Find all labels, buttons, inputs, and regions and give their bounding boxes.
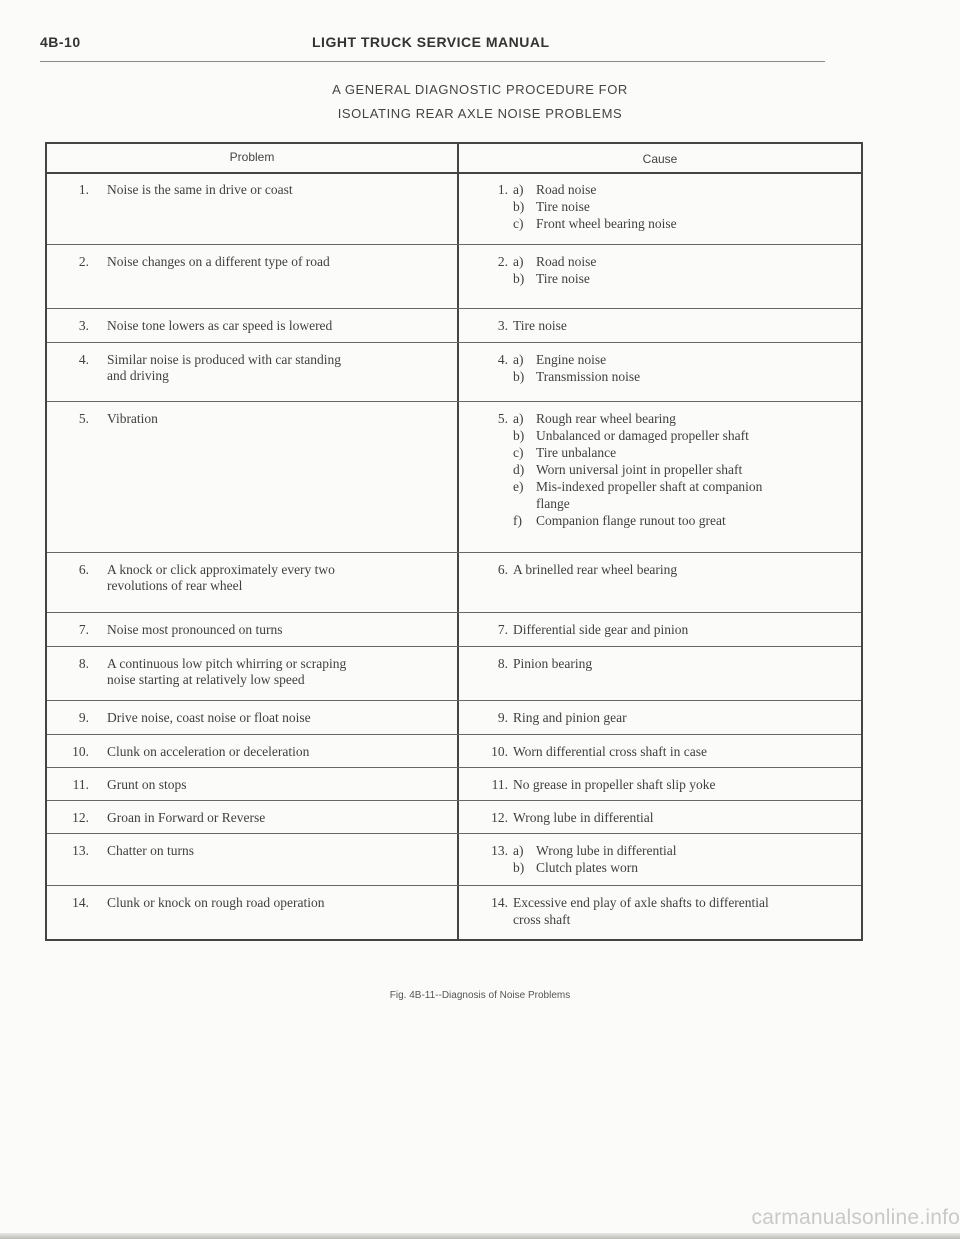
cause-letter: c) xyxy=(513,216,524,231)
cause-number: 8. xyxy=(497,656,508,671)
cause-line xyxy=(459,462,861,479)
cause-letter: b) xyxy=(513,369,525,384)
page-header xyxy=(40,32,820,58)
table-row xyxy=(47,342,861,402)
cause-line xyxy=(459,254,861,271)
cause-letter: b) xyxy=(513,428,525,443)
cause-letter: f) xyxy=(513,513,522,528)
problem-text: Similar noise is produced with car standing xyxy=(107,352,341,367)
problem-number: 9. xyxy=(78,710,89,725)
table-row xyxy=(47,244,861,309)
cause-number: 13. xyxy=(491,843,508,858)
problem-number: 1. xyxy=(78,182,89,197)
problem-text: Noise most pronounced on turns xyxy=(107,622,283,637)
problem-text: A continuous low pitch whirring or scraping xyxy=(107,656,347,671)
table-row xyxy=(47,700,861,735)
cause-number: 12. xyxy=(491,810,508,825)
cause-letter: b) xyxy=(513,860,525,875)
table-header xyxy=(47,144,861,174)
problem-text: revolutions of rear wheel xyxy=(107,578,243,593)
cause-text: cross shaft xyxy=(513,912,571,927)
cause-text: No grease in propeller shaft slip yoke xyxy=(513,777,716,792)
table-row xyxy=(47,734,861,768)
cause-text: Clutch plates worn xyxy=(536,860,638,875)
table-row xyxy=(47,800,861,834)
cause-text: Road noise xyxy=(536,254,597,269)
cause-text: Unbalanced or damaged propeller shaft xyxy=(536,428,749,443)
table-row xyxy=(47,552,861,613)
cause-text: Mis-indexed propeller shaft at companion xyxy=(536,479,763,494)
problem-text: Clunk or knock on rough road operation xyxy=(107,895,325,910)
cause-line xyxy=(459,895,861,912)
cause-number: 2. xyxy=(497,254,508,269)
problem-text: noise starting at relatively low speed xyxy=(107,672,305,687)
problem-number: 11. xyxy=(72,777,89,792)
cause-text: Wrong lube in differential xyxy=(513,810,654,825)
heading-line-2: ISOLATING REAR AXLE NOISE PROBLEMS xyxy=(337,106,623,121)
cause-letter: b) xyxy=(513,271,525,286)
problem-number: 4. xyxy=(78,352,89,367)
cause-line xyxy=(459,271,861,288)
problem-text: Grunt on stops xyxy=(107,777,187,792)
cause-text: Ring and pinion gear xyxy=(513,710,627,725)
table-row xyxy=(47,885,861,941)
problem-text: Noise is the same in drive or coast xyxy=(107,182,293,197)
cause-letter: c) xyxy=(513,445,524,460)
table-row xyxy=(47,833,861,886)
cause-number: 6. xyxy=(497,562,508,577)
problem-text: Chatter on turns xyxy=(107,843,194,858)
cause-text: Worn differential cross shaft in case xyxy=(513,744,707,759)
cause-letter: b) xyxy=(513,199,525,214)
figure-caption: Fig. 4B-11--Diagnosis of Noise Problems xyxy=(389,990,571,1001)
cause-line xyxy=(459,445,861,462)
problem-column-header: Problem xyxy=(229,150,275,164)
problem-number: 7. xyxy=(78,622,89,637)
cause-number: 5. xyxy=(497,411,508,426)
cause-number: 10. xyxy=(491,744,508,759)
cause-line xyxy=(459,513,861,530)
cause-number: 3. xyxy=(497,318,508,333)
table-row xyxy=(47,767,861,801)
watermark: carmanualsonline.info xyxy=(751,1206,960,1229)
table-row xyxy=(47,612,861,647)
cause-text: A brinelled rear wheel bearing xyxy=(513,562,678,577)
cause-line xyxy=(459,656,861,673)
cause-letter: a) xyxy=(513,843,524,858)
cause-line xyxy=(459,810,861,827)
problem-number: 14. xyxy=(72,895,89,910)
diagnosis-table xyxy=(45,142,863,941)
cause-line xyxy=(459,428,861,445)
page-number: 4B-10 xyxy=(40,34,81,50)
cause-letter: d) xyxy=(513,462,525,477)
cause-text: Road noise xyxy=(536,182,597,197)
table-row xyxy=(47,308,861,343)
cause-text: Engine noise xyxy=(536,352,607,367)
page-edge xyxy=(0,1233,960,1239)
problem-text: Drive noise, coast noise or float noise xyxy=(107,710,311,725)
table-row xyxy=(47,646,861,701)
problem-text: A knock or click approximately every two xyxy=(107,562,335,577)
cause-line xyxy=(459,216,861,233)
cause-line xyxy=(459,199,861,216)
cause-line xyxy=(459,496,861,513)
cause-letter: a) xyxy=(513,182,524,197)
problem-number: 3. xyxy=(78,318,89,333)
cause-line xyxy=(459,411,861,428)
cause-line xyxy=(459,622,861,639)
cause-letter: a) xyxy=(513,352,524,367)
cause-text: Differential side gear and pinion xyxy=(513,622,689,637)
cause-number: 9. xyxy=(497,710,508,725)
manual-title: LIGHT TRUCK SERVICE MANUAL xyxy=(312,34,550,50)
cause-number: 7. xyxy=(497,622,508,637)
cause-line xyxy=(459,369,861,386)
header-rule xyxy=(40,61,825,62)
heading-line-1: A GENERAL DIAGNOSTIC PROCEDURE FOR xyxy=(332,82,628,97)
table-row xyxy=(47,172,861,245)
cause-letter: a) xyxy=(513,254,524,269)
cause-column-header: Cause xyxy=(642,152,678,166)
cause-text: Tire unbalance xyxy=(536,445,617,460)
cause-text: Excessive end play of axle shafts to differential xyxy=(513,895,769,910)
cause-line xyxy=(459,182,861,199)
cause-text: Pinion bearing xyxy=(513,656,593,671)
cause-text: Worn universal joint in propeller shaft xyxy=(536,462,743,477)
cause-text: Transmission noise xyxy=(536,369,641,384)
cause-line xyxy=(459,912,861,929)
problem-number: 2. xyxy=(78,254,89,269)
cause-letter: a) xyxy=(513,411,524,426)
cause-line xyxy=(459,710,861,727)
problem-number: 13. xyxy=(72,843,89,858)
cause-text: Companion flange runout too great xyxy=(536,513,726,528)
cause-text: Tire noise xyxy=(536,199,590,214)
cause-line xyxy=(459,843,861,860)
cause-text: flange xyxy=(536,496,570,511)
problem-text: Noise tone lowers as car speed is lowered xyxy=(107,318,333,333)
cause-number: 1. xyxy=(497,182,508,197)
cause-line xyxy=(459,352,861,369)
cause-number: 4. xyxy=(497,352,508,367)
problem-number: 12. xyxy=(72,810,89,825)
cause-text: Wrong lube in differential xyxy=(536,843,677,858)
problem-text: Groan in Forward or Reverse xyxy=(107,810,266,825)
cause-line xyxy=(459,479,861,496)
cause-text: Tire noise xyxy=(513,318,567,333)
cause-text: Front wheel bearing noise xyxy=(536,216,677,231)
cause-line xyxy=(459,744,861,761)
problem-text: Clunk on acceleration or deceleration xyxy=(107,744,310,759)
cause-line xyxy=(459,562,861,579)
cause-line xyxy=(459,318,861,335)
cause-line xyxy=(459,860,861,877)
section-heading xyxy=(0,80,960,128)
problem-text: and driving xyxy=(107,368,169,383)
problem-number: 10. xyxy=(72,744,89,759)
table-row xyxy=(47,401,861,553)
cause-letter: e) xyxy=(513,479,524,494)
problem-number: 8. xyxy=(78,656,89,671)
problem-number: 5. xyxy=(78,411,89,426)
problem-text: Vibration xyxy=(107,411,158,426)
problem-text: Noise changes on a different type of road xyxy=(107,254,330,269)
cause-line xyxy=(459,777,861,794)
problem-number: 6. xyxy=(78,562,89,577)
cause-text: Tire noise xyxy=(536,271,590,286)
cause-text: Rough rear wheel bearing xyxy=(536,411,676,426)
cause-number: 14. xyxy=(491,895,508,910)
cause-number: 11. xyxy=(491,777,508,792)
